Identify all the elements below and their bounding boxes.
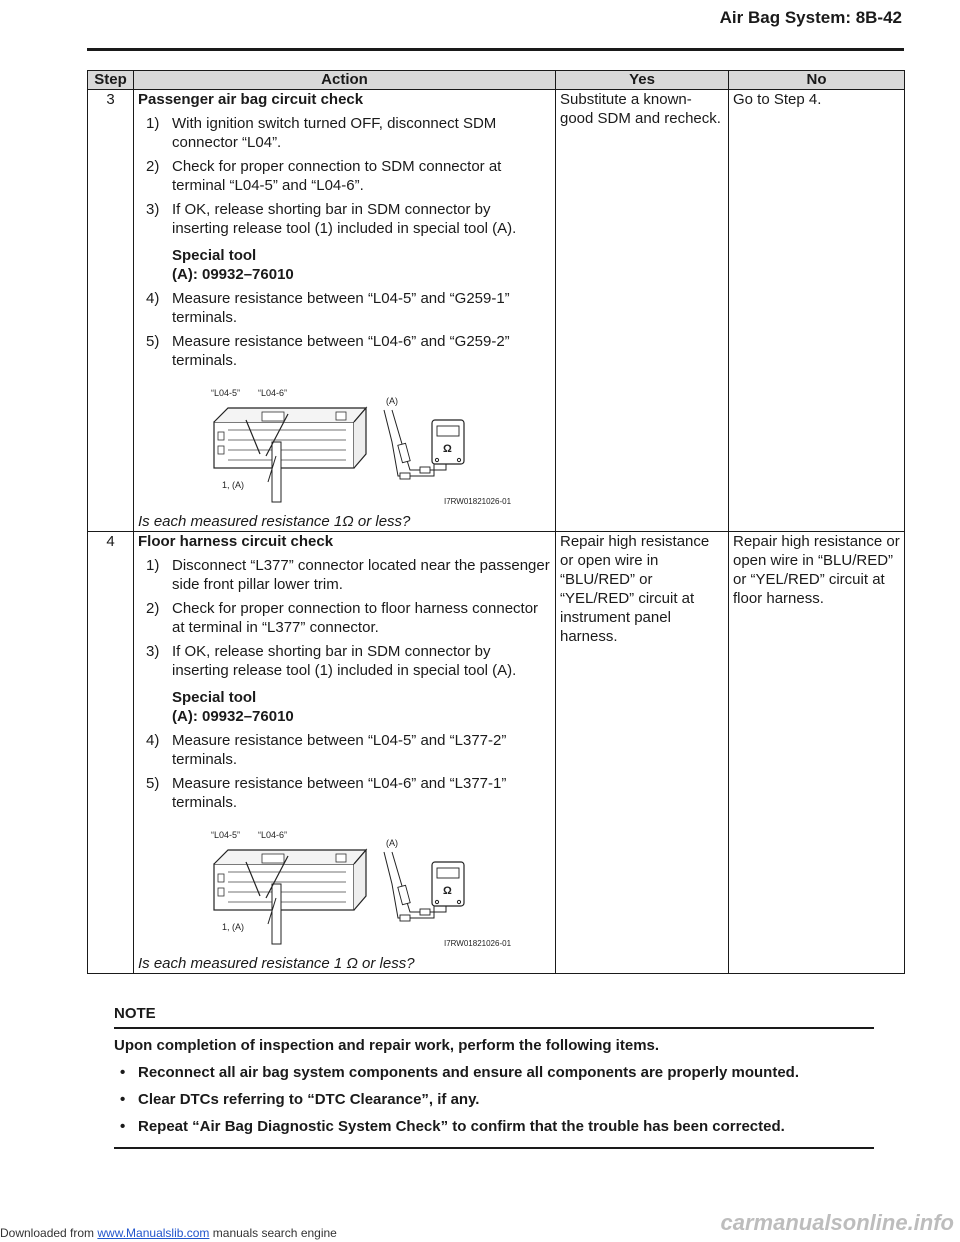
column-header-step: Step	[88, 71, 134, 90]
figure-label-release-tool: 1, (A)	[222, 480, 245, 490]
item-text: Disconnect “L377” connector located near the passenger side front pillar lower trim.	[172, 557, 550, 593]
special-tool	[172, 246, 551, 284]
item-number: 2)	[146, 600, 160, 617]
action-cell	[134, 90, 556, 532]
list-item	[138, 332, 551, 370]
note-box	[114, 1005, 874, 1149]
manualslib-link[interactable]: www.Manualslib.com	[97, 1226, 210, 1240]
note-heading: NOTE	[114, 1005, 874, 1029]
download-footer	[0, 1226, 337, 1240]
footer-suffix: manuals search engine	[209, 1226, 337, 1240]
svg-text:Ω: Ω	[443, 443, 452, 455]
figure-label-l04-6: “L04-6”	[258, 388, 288, 398]
figure-label-release-tool: 1, (A)	[222, 922, 245, 932]
connector-ohmmeter-figure	[138, 826, 551, 954]
special-tool-label: Special tool	[172, 247, 257, 264]
connector-ohmmeter-figure	[138, 384, 551, 512]
action-cell	[134, 532, 556, 974]
item-number: 3)	[146, 201, 160, 218]
note-bullet: • Clear DTCs referring to “DTC Clearance”, if any.	[114, 1091, 874, 1108]
item-number: 3)	[146, 643, 160, 660]
action-question: Is each measured resistance 1Ω or less?	[138, 513, 411, 530]
item-text: With ignition switch turned OFF, disconnect SDM connector “L04”.	[172, 115, 497, 151]
figure-label-tool: (A)	[386, 838, 398, 848]
item-text: Measure resistance between “L04-6” and “L377-1” terminals.	[172, 775, 507, 811]
list-item	[138, 200, 551, 238]
list-item	[138, 556, 551, 594]
table-header-row	[88, 71, 905, 90]
item-text: If OK, release shorting bar in SDM connector by inserting release tool (1) included in special tool (A).	[172, 201, 517, 237]
action-question: Is each measured resistance 1 Ω or less?	[138, 955, 415, 972]
item-text: Check for proper connection to SDM connector at terminal “L04-5” and “L04-6”.	[172, 158, 502, 194]
item-text: Check for proper connection to floor harness connector at terminal in “L377” connector.	[172, 600, 539, 636]
special-tool-label: Special tool	[172, 689, 257, 706]
diagnosis-table	[87, 70, 905, 974]
item-number: 5)	[146, 333, 160, 350]
header-rule	[87, 48, 904, 51]
column-header-action: Action	[134, 71, 556, 90]
list-item	[138, 114, 551, 152]
list-item	[138, 599, 551, 637]
item-number: 4)	[146, 290, 160, 307]
item-number: 5)	[146, 775, 160, 792]
figure-label-l04-6: “L04-6”	[258, 830, 288, 840]
no-cell: Go to Step 4.	[729, 90, 905, 532]
action-title: Floor harness circuit check	[138, 533, 334, 550]
list-item	[138, 731, 551, 769]
note-body	[114, 1029, 874, 1149]
item-text: Measure resistance between “L04-5” and “G259-1” terminals.	[172, 290, 510, 326]
item-text: If OK, release shorting bar in SDM connector by inserting release tool (1) included in special tool (A).	[172, 643, 517, 679]
action-title: Passenger air bag circuit check	[138, 91, 364, 108]
yes-cell: Substitute a known-good SDM and recheck.	[556, 90, 729, 532]
step-number: 4	[88, 532, 134, 974]
no-cell: Repair high resistance or open wire in “BLU/RED” or “YEL/RED” circuit at floor harness.	[729, 532, 905, 974]
note-bullet: • Repeat “Air Bag Diagnostic System Check” to confirm that the trouble has been corrected.	[114, 1118, 874, 1135]
item-text: Measure resistance between “L04-6” and “G259-2” terminals.	[172, 333, 510, 369]
yes-cell: Repair high resistance or open wire in “BLU/RED” or “YEL/RED” circuit at instrument panel harness.	[556, 532, 729, 974]
page-header-title: Air Bag System: 8B-42	[719, 8, 902, 27]
watermark: carmanualsonline.info	[720, 1210, 954, 1235]
special-tool	[172, 688, 551, 726]
figure-code: I7RW01821026-01	[444, 939, 512, 948]
list-item	[138, 642, 551, 680]
item-text: Measure resistance between “L04-5” and “L377-2” terminals.	[172, 732, 507, 768]
special-tool-value: (A): 09932–76010	[172, 266, 294, 283]
special-tool-value: (A): 09932–76010	[172, 708, 294, 725]
list-item	[138, 157, 551, 195]
figure-label-l04-5: “L04-5”	[211, 830, 241, 840]
table-row	[88, 90, 905, 532]
list-item	[138, 774, 551, 812]
note-list	[114, 1064, 874, 1135]
step-number: 3	[88, 90, 134, 532]
note-bullet: • Reconnect all air bag system components and ensure all components are properly mounted.	[114, 1064, 874, 1081]
list-item	[138, 289, 551, 327]
column-header-yes: Yes	[556, 71, 729, 90]
table-row	[88, 532, 905, 974]
figure-label-l04-5: “L04-5”	[211, 388, 241, 398]
column-header-no: No	[729, 71, 905, 90]
figure-code: I7RW01821026-01	[444, 497, 512, 506]
item-number: 4)	[146, 732, 160, 749]
item-number: 1)	[146, 557, 160, 574]
footer-prefix: Downloaded from	[0, 1226, 98, 1240]
figure-label-tool: (A)	[386, 396, 398, 406]
item-number: 1)	[146, 115, 160, 132]
note-intro: Upon completion of inspection and repair work, perform the following items.	[114, 1037, 660, 1054]
svg-text:Ω: Ω	[443, 885, 452, 897]
item-number: 2)	[146, 158, 160, 175]
